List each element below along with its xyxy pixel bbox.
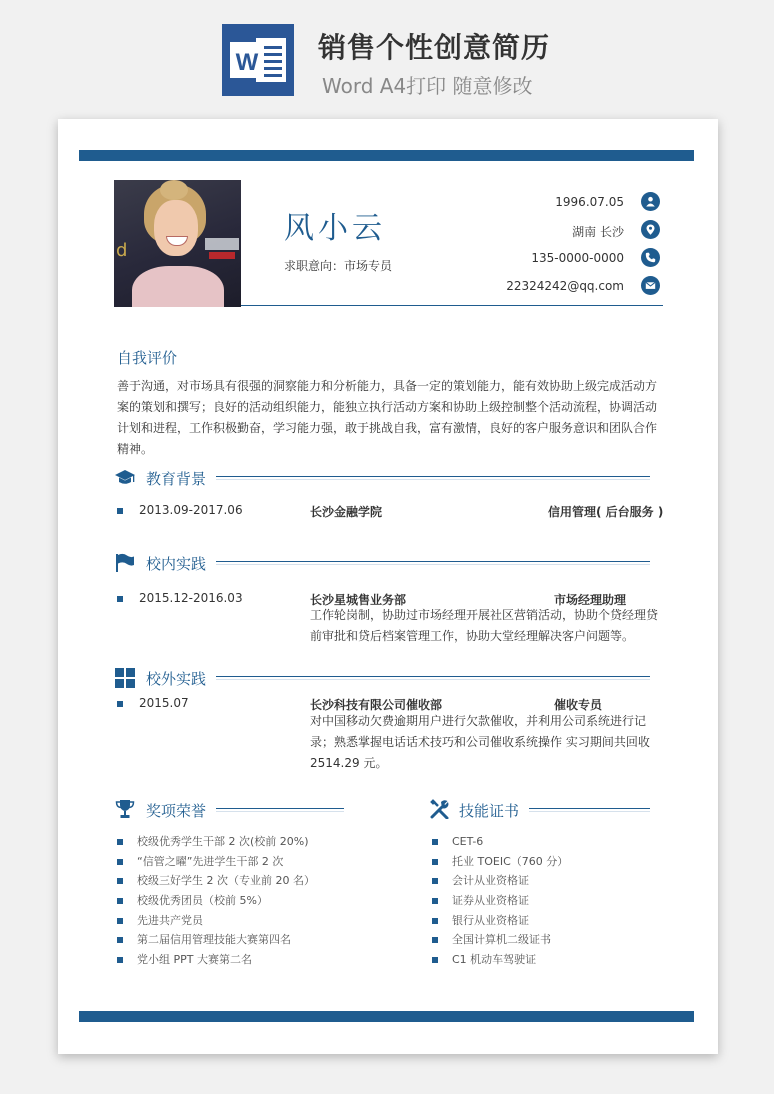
banner-title: 销售个性创意简历 (318, 31, 551, 64)
resume-sheet (58, 119, 718, 1054)
list-item: 全国计算机二级证书 (430, 930, 568, 950)
campus-divider (216, 561, 650, 562)
self-eval-text: 善于沟通，对市场具有很强的洞察能力和分析能力，具备一定的策划能力，能有效协助上级完成活动方案的策划和撰写；良好的活动组织能力，能独立执行活动方案和协助上级控制整个活动流程，协调活动计划和进程，工作积极勤奋，学习能力强，敢于挑战自我，富有激情，良好的客户服务意识和团队合作精神。 (117, 379, 658, 456)
campus-org: 长沙星城售业务部 (310, 593, 407, 607)
banner (0, 0, 774, 110)
awards-divider (216, 808, 344, 809)
windows-grid-icon (115, 668, 135, 688)
skills-divider (529, 808, 650, 809)
education-school: 长沙金融学院 (310, 505, 383, 519)
skills-title: 技能证书 (459, 802, 520, 820)
external-org: 长沙科技有限公司催收部 (310, 698, 443, 712)
external-description: 对中国移动欠费逾期用户进行欠款催收，并利用公司系统进行记录；熟悉掌握电话话术技巧和公司催收系统操作 实习期间共回收 2514.29 元。 (310, 714, 650, 770)
awards-list (115, 832, 315, 970)
list-item: 托业 TOEIC（760 分） (430, 852, 568, 872)
list-item: C1 机动车驾驶证 (430, 950, 568, 970)
profile-photo: d (114, 180, 241, 307)
location: 湖南 长沙 (572, 225, 624, 239)
top-bar (79, 150, 694, 161)
list-item: 校级优秀学生干部 2 次(校前 20%) (115, 832, 315, 852)
list-item: 会计从业资格证 (430, 871, 568, 891)
list-item: 校级优秀团员（校前 5%） (115, 891, 315, 911)
external-role: 催收专员 (554, 698, 603, 712)
list-item: 银行从业资格证 (430, 911, 568, 931)
list-item: 党小组 PPT 大赛第二名 (115, 950, 315, 970)
external-divider (216, 676, 650, 677)
bullet-marker (117, 701, 123, 707)
awards-title: 奖项荣誉 (146, 802, 207, 820)
list-item: 第二届信用管理技能大赛第四名 (115, 930, 315, 950)
external-date: 2015.07 (139, 696, 189, 710)
education-divider (216, 476, 650, 477)
list-item: CET-6 (430, 832, 568, 852)
word-icon-letter: W (235, 49, 259, 76)
word-icon (222, 24, 294, 96)
candidate-name: 风小云 (284, 211, 386, 246)
bullet-marker (117, 596, 123, 602)
campus-title: 校内实践 (146, 555, 207, 573)
flag-icon (115, 553, 135, 573)
education-title: 教育背景 (146, 470, 207, 488)
skills-list (430, 832, 568, 970)
trophy-icon (115, 799, 135, 819)
list-item: 先进共产党员 (115, 911, 315, 931)
self-eval-title: 自我评价 (117, 349, 178, 367)
list-item: “信管之曜”先进学生干部 2 次 (115, 852, 315, 872)
person-icon (641, 192, 660, 211)
campus-role: 市场经理助理 (554, 593, 627, 607)
location-pin-icon (641, 220, 660, 239)
phone-number: 135-0000-0000 (531, 251, 624, 265)
campus-date: 2015.12-2016.03 (139, 591, 243, 605)
phone-icon (641, 248, 660, 267)
campus-description: 工作轮岗制，协助过市场经理开展社区营销活动，协助个贷经理贷前审批和贷后档案管理工作，协助大堂经理解决客户问题等。 (310, 608, 659, 643)
tools-icon (430, 799, 450, 819)
mail-icon (641, 276, 660, 295)
list-item: 校级三好学生 2 次（专业前 20 名） (115, 871, 315, 891)
education-date: 2013.09-2017.06 (139, 503, 243, 517)
education-major: 信用管理( 后台服务 ) (548, 505, 664, 519)
email-address: 22324242@qq.com (506, 279, 624, 293)
birth-date: 1996.07.05 (555, 195, 624, 209)
bullet-marker (117, 508, 123, 514)
bottom-bar (79, 1011, 694, 1022)
banner-subtitle: Word A4打印 随意修改 (322, 74, 533, 98)
job-intent: 求职意向：市场专员 (284, 259, 393, 273)
graduation-cap-icon (115, 468, 135, 488)
header-divider (241, 305, 663, 306)
external-title: 校外实践 (146, 670, 207, 688)
list-item: 证券从业资格证 (430, 891, 568, 911)
